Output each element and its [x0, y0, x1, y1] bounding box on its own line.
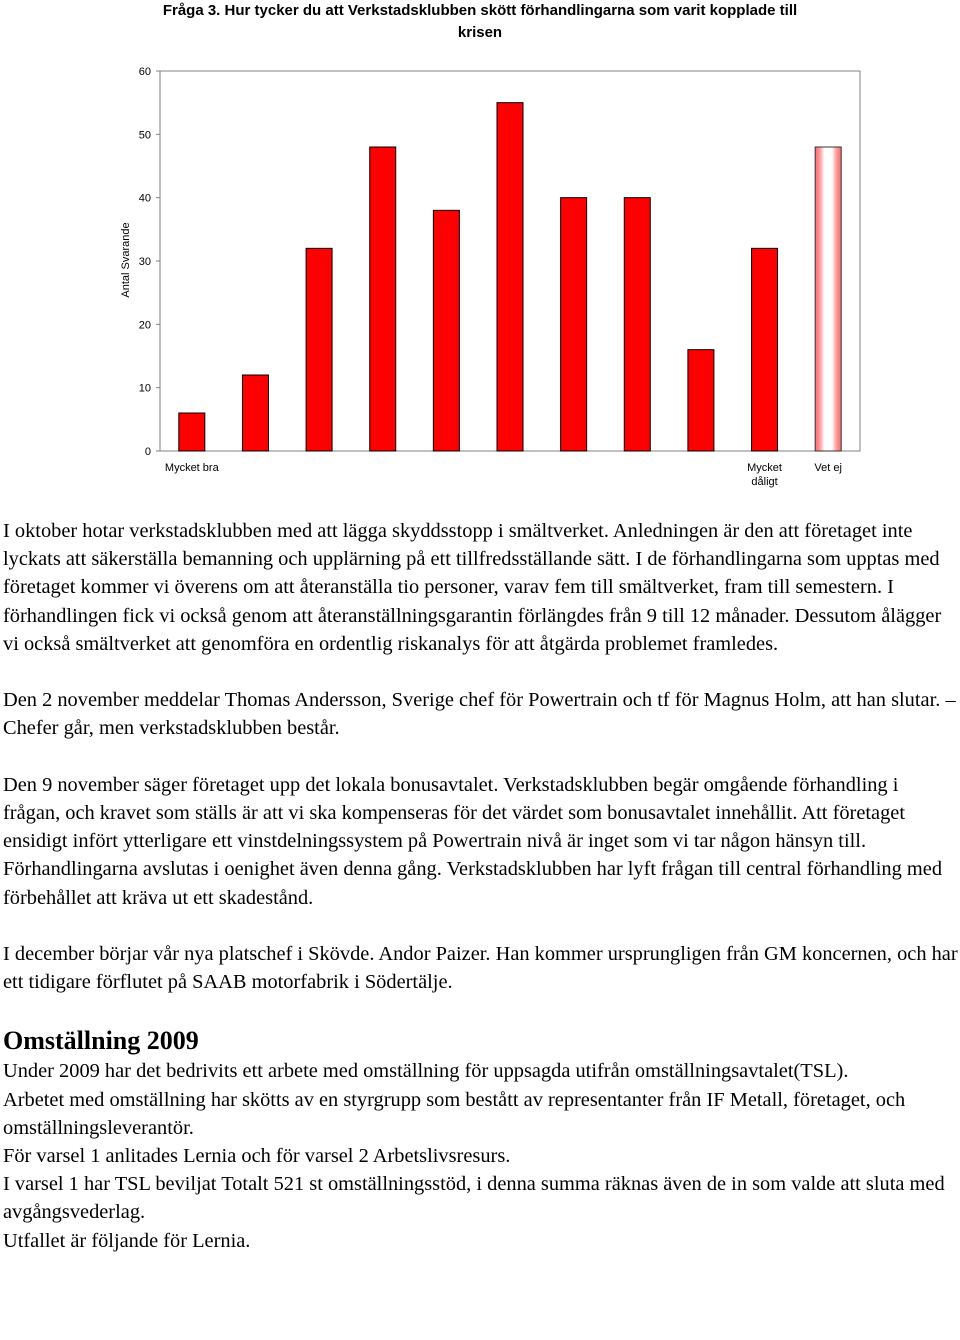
chart-title: Fråga 3. Hur tycker du att Verkstadsklubben skött förhandlingarna som varit kopplade till krisen — [162, 2, 798, 41]
bar-chart — [0, 0, 960, 500]
bar — [815, 147, 841, 451]
y-tick-label: 30 — [138, 256, 151, 268]
section-line: Utfallet är följande för Lernia. — [3, 1229, 251, 1252]
survey-chart — [0, 0, 960, 500]
paragraph-november-2: Den 2 november meddelar Thomas Andersson, Sverige chef för Powertrain och tf för Magnus Holm, att han slutar. – Chefer går, men verkstadsklubben består. — [3, 689, 956, 740]
bar — [752, 248, 778, 451]
y-tick-label: 20 — [138, 319, 151, 332]
bar — [242, 375, 268, 451]
x-tick-label: Vet ej — [814, 462, 842, 474]
paragraph-december: I december börjar vår nya platschef i Skövde. Andor Paizer. Han kommer ursprungligen från GM koncernen, och har ett tidigare förflutet på SAAB motorfabrik i Södertälje. — [3, 943, 958, 994]
bar — [497, 103, 523, 451]
y-tick-label: 40 — [138, 192, 151, 205]
x-tick-label: Mycket — [747, 462, 782, 474]
y-tick-label: 0 — [144, 446, 151, 458]
bar — [561, 198, 587, 451]
y-axis-label: Antal Svarande — [120, 222, 132, 298]
x-tick-label: dåligt — [751, 476, 778, 488]
y-tick-label: 60 — [138, 66, 151, 78]
y-tick-label: 10 — [138, 382, 151, 395]
section-line: Under 2009 har det bedrivits ett arbete med omställning för uppsagda utifrån omställningsavtalet(TSL). — [3, 1060, 849, 1083]
bar — [624, 198, 650, 451]
paragraph-negotiations: Förhandlingarna avslutas i oenighet även denna gång. Verkstadsklubben har lyft frågan till central förhandling med förbehållet att kräva ut ett skadestånd. — [3, 858, 943, 909]
section-line: För varsel 1 anlitades Lernia och för varsel 2 Arbetslivsresurs. — [3, 1145, 511, 1168]
section-line: I varsel 1 har TSL beviljat Totalt 521 st omställningsstöd, i denna summa räknas även de in som valde att sluta med avgångsvederlag. — [3, 1173, 945, 1224]
paragraph-november-9: Den 9 november säger företaget upp det lokala bonusavtalet. Verkstadsklubben begär omgående förhandling i frågan, och kravet som ställs är att vi ska kompenseras för det värdet som bonusavtalet innehållit. Att företaget ensidigt infört ytterligare ett vinstdelningssystem på Powertrain nivå är inget som vi tar någon hänsyn till. — [3, 773, 906, 853]
x-tick-label: Mycket bra — [164, 462, 219, 474]
section-line: Arbetet med omställning har skötts av en styrgrupp som bestått av representanter från IF Metall, företaget, och omställningsleverantör. — [3, 1088, 906, 1139]
bar — [370, 147, 396, 451]
paragraph-october: I oktober hotar verkstadsklubben med att lägga skyddsstopp i smältverket. Anledningen är den att företaget inte lyckats att säkerställa bemanning och upplärning på ett tillfredsställande sätt. I de förhandlingarna som upptas med företaget kommer vi överens om att återanställa tio personer, varav fem till smältverket, fram till semestern. I förhandlingen fick vi också genom att återanställningsgarantin förlängdes från 9 till 12 månader. Dessutom ålägger vi också smältverket att genomföra en ordentlig riskanalys för att åtgärda problemet framledes. — [3, 520, 942, 655]
bar — [179, 413, 205, 451]
y-tick-label: 50 — [138, 129, 151, 142]
document-body — [3, 517, 960, 1255]
section-heading: Omställning 2009 — [3, 1026, 199, 1056]
bar — [306, 248, 332, 451]
bar — [688, 350, 714, 451]
bar — [433, 210, 459, 451]
